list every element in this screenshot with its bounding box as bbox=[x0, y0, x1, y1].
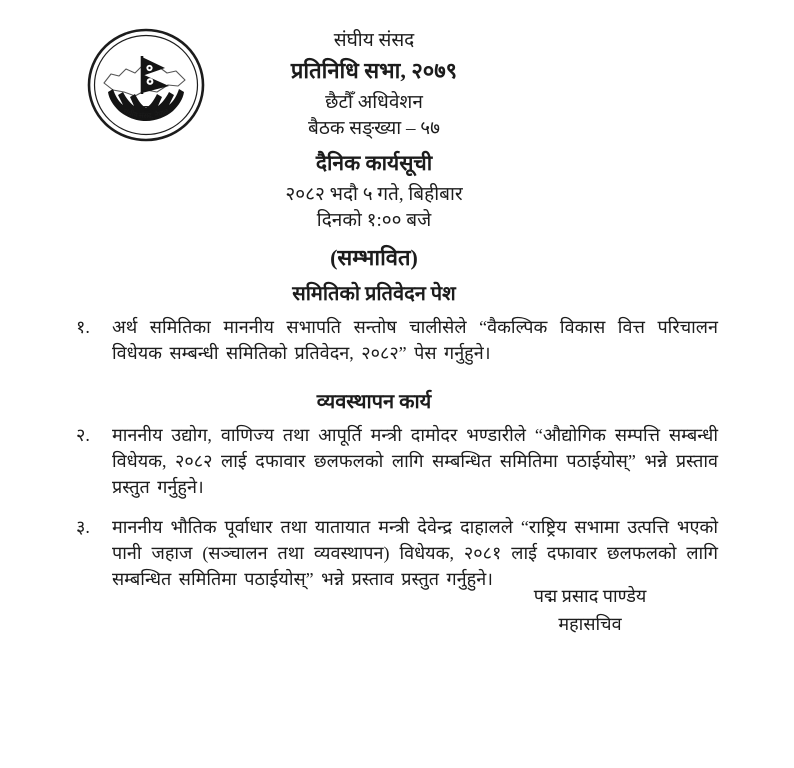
parliament-emblem-graphic bbox=[86, 28, 206, 142]
meeting-number-line: बैठक सङ्ख्या – ५७ bbox=[308, 118, 440, 139]
time-line: दिनको १:०० बजे bbox=[316, 210, 432, 231]
agenda-item-2 bbox=[0, 422, 794, 500]
agenda-item-3 bbox=[0, 514, 794, 592]
item-text: माननीय उद्योग, वाणिज्य तथा आपूर्ति मन्त्री दामोदर भण्डारीले “औद्योगिक सम्पत्ति सम्बन्धी विधेयक, २०८२ लाई दफावार छलफलको लागि सम्बन्धित समितिमा पठाईयोस्” भन्ने प्रस्ताव प्रस्तुत गर्नुहुने। bbox=[112, 425, 718, 497]
signatory-title: महासचिव bbox=[558, 614, 622, 634]
agenda-item-1 bbox=[0, 314, 794, 366]
item-number: ३. bbox=[76, 517, 90, 537]
signatory-name: पद्म प्रसाद पाण्डेय bbox=[533, 586, 647, 606]
item-text: अर्थ समितिका माननीय सभापति सन्तोष चालीसेले “वैकल्पिक विकास वित्त परिचालन विधेयक सम्बन्धी समितिको प्रतिवेदन, २०८२” पेस गर्नुहुने। bbox=[112, 317, 718, 363]
section-heading-committee-report: समितिको प्रतिवेदन पेश bbox=[292, 283, 456, 305]
signature-block bbox=[460, 582, 720, 638]
tentative-label: (सम्भावित) bbox=[330, 245, 418, 270]
house-title: प्रतिनिधि सभा, २०७९ bbox=[290, 58, 458, 83]
item-number: १. bbox=[76, 317, 90, 337]
item-number: २. bbox=[76, 425, 90, 445]
date-line: २०८२ भदौ ५ गते, बिहीबार bbox=[285, 184, 463, 205]
parliament-emblem-logo bbox=[86, 28, 206, 142]
section-heading-legislative-business: व्यवस्थापन कार्य bbox=[316, 391, 432, 413]
logo-caption-curved-text: संघीय संसद, नेपाल bbox=[122, 107, 170, 121]
item-text: माननीय भौतिक पूर्वाधार तथा यातायात मन्त्री देवेन्द्र दाहालले “राष्ट्रिय सभामा उत्पत्ति भएको पानी जहाज (सञ्चालन तथा व्यवस्थापन) विधेयक, २०८१ लाई दफावार छलफलको लागि सम्बन्धित समितिमा पठाईयोस्” भन्ने प्रस्ताव प्रस्तुत गर्नुहुने। bbox=[112, 517, 718, 589]
document-title: दैनिक कार्यसूची bbox=[315, 151, 433, 175]
session-line: छैटौँ अधिवेशन bbox=[325, 92, 423, 113]
organization-name: संघीय संसद bbox=[333, 30, 415, 51]
